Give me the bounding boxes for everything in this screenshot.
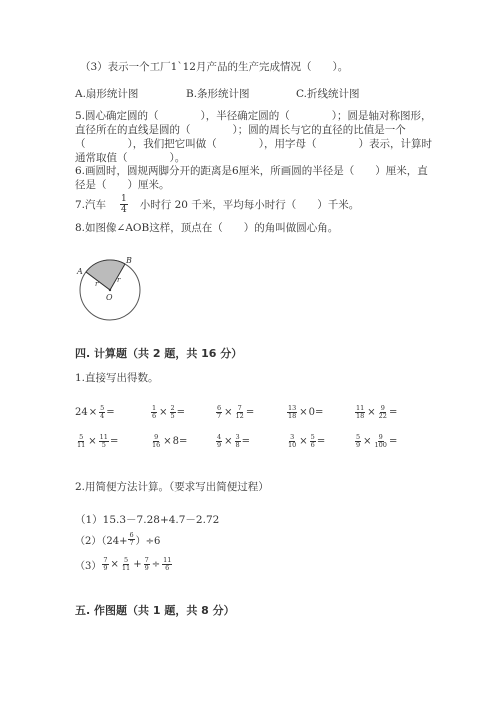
label-r2: r: [117, 276, 121, 284]
option-c: C.折线统计图: [296, 88, 360, 100]
q7-frac-denominator: 4: [121, 205, 127, 215]
calc-7-b: 8: [172, 436, 180, 447]
calc-9-op: ×: [299, 436, 308, 447]
calc-1-b-den: 4: [100, 412, 105, 420]
calc-9-a-num: 3: [290, 433, 295, 441]
calc-3-b-num: 7: [237, 404, 242, 412]
calc-6-a-den: 11: [77, 441, 86, 449]
calc-2-b-num: 2: [170, 404, 175, 412]
simple-calc-3-d-den: 6: [165, 564, 170, 572]
q7-line: [75, 194, 359, 215]
calc-10-eq: =: [388, 436, 398, 447]
q7-frac-numerator: 1: [121, 194, 127, 204]
calc-10-op: ×: [363, 436, 372, 447]
calc-9-a-den: 10: [288, 441, 297, 449]
calc-7-op: ×: [163, 436, 172, 447]
calc-7: [150, 434, 187, 449]
calc-4-eq: =: [315, 407, 324, 418]
calc-2-op: ×: [159, 407, 168, 418]
simple-calc-3-d-num: 11: [163, 556, 172, 564]
simple-calc-3-op3: ÷: [151, 559, 161, 570]
label-a: A: [77, 267, 83, 276]
calc-8-b-den: 8: [235, 441, 240, 449]
simple-calc-3: [75, 557, 173, 572]
calc-9-b-num: 5: [310, 433, 315, 441]
calc-3-b-den: 12: [235, 412, 244, 420]
simple-calc-2-den: 7: [129, 539, 134, 547]
calc-4-a-num: 13: [288, 404, 297, 412]
simple-calc-3-a-num: 7: [103, 556, 108, 564]
calc-10-b-num: 9: [378, 433, 383, 441]
simple-calc-3-prefix: （3）: [75, 561, 102, 572]
calc-4-b: 0: [308, 407, 316, 418]
q4-2-text: 2.用简便方法计算。（要求写出简便过程）: [75, 481, 269, 493]
calc-3-eq: =: [245, 407, 255, 418]
simple-calc-3-op1: ×: [110, 559, 119, 570]
calc-4-op: ×: [299, 407, 308, 418]
simple-calc-3-a-den: 9: [103, 564, 108, 572]
calc-10-a-num: 5: [356, 433, 361, 441]
calc-5-a-num: 11: [356, 404, 365, 412]
calc-4: [286, 405, 323, 420]
calc-2-eq: =: [176, 407, 186, 418]
label-b: B: [126, 256, 132, 265]
section-4-title: 四. 计算题（共 2 题，共 16 分）: [75, 347, 243, 360]
circle-sector-figure: [72, 252, 152, 332]
calc-5-a-den: 18: [356, 412, 365, 420]
calc-7-a-den: 16: [152, 441, 161, 449]
calc-6-b-den: 5: [101, 441, 106, 449]
calc-9-eq: =: [316, 436, 326, 447]
calc-10-b-den: 100: [374, 441, 387, 449]
calc-1: [75, 405, 115, 420]
calc-7-a-num: 9: [154, 433, 159, 441]
q7-fraction: [120, 194, 128, 215]
calc-5-op: ×: [367, 407, 376, 418]
calc-2: [150, 405, 185, 420]
sector-shaded: [86, 260, 125, 290]
calc-5-b-num: 9: [380, 404, 385, 412]
q8-text: 8.如图像∠AOB这样，顶点在（ ）的角叫做圆心角。: [75, 222, 339, 234]
calc-8-eq: =: [241, 436, 251, 447]
calc-7-eq: =: [179, 436, 188, 447]
simple-calc-2-num: 6: [129, 531, 134, 539]
calc-10: [354, 434, 397, 449]
calc-8-a-den: 9: [217, 441, 222, 449]
q4-1-text: 1.直接写出得数。: [75, 372, 159, 384]
simple-calc-2-prefix: （2）（24+: [75, 536, 128, 547]
calc-5: [354, 405, 397, 420]
calc-6-a-num: 5: [79, 433, 84, 441]
q6-line-1: 6.画圆时，圆规两脚分开的距离是6厘米，所画圆的半径是（ ）厘米，直: [75, 165, 428, 177]
option-a: A.扇形统计图: [75, 88, 139, 100]
section-5-title: 五. 作图题（共 1 题，共 8 分）: [75, 604, 235, 617]
calc-1-eq: =: [106, 407, 115, 418]
q7-suffix: 小时行 20 千米，平均每小时行（ ）千米。: [139, 199, 360, 211]
calc-6-eq: =: [109, 436, 119, 447]
calc-1-a: 24: [75, 407, 88, 418]
calc-3: [215, 405, 254, 420]
calc-2-a-den: 6: [152, 412, 157, 420]
simple-calc-3-b-den: 11: [121, 564, 131, 572]
calc-1-b-num: 5: [100, 404, 105, 412]
calc-6-op: ×: [88, 436, 97, 447]
calc-4-a-den: 18: [288, 412, 297, 420]
calc-6: [75, 434, 118, 449]
calc-5-eq: =: [388, 407, 398, 418]
calc-5-b-den: 22: [378, 412, 387, 420]
simple-calc-2: [75, 532, 160, 547]
calc-1-op: ×: [88, 407, 98, 418]
q6-line-2: 径是（ ）厘米。: [75, 179, 170, 191]
simple-calc-3-c-num: 7: [144, 556, 149, 564]
calc-3-a-num: 6: [217, 404, 222, 412]
calc-3-a-den: 7: [217, 412, 222, 420]
simple-calc-2-suffix: ）÷6: [135, 536, 161, 547]
option-b: B.条形统计图: [186, 88, 250, 100]
calc-9: [286, 434, 325, 449]
calc-9-b-den: 6: [310, 441, 315, 449]
simple-calc-3-c-den: 9: [144, 564, 149, 572]
label-r1: r: [95, 280, 99, 288]
question-3-text: （3）表示一个工厂1`12月产品的生产完成情况（ ）。: [80, 61, 349, 73]
calc-2-b-den: 5: [170, 412, 175, 420]
calc-2-a-num: 1: [152, 404, 157, 412]
calc-8-a-num: 4: [217, 433, 222, 441]
label-o: O: [106, 293, 113, 302]
q5-line-1: 5.圆心确定圆的（ ），半径确定圆的（ ）；圆是轴对称图形，: [75, 110, 432, 122]
calc-6-b-num: 11: [99, 433, 108, 441]
q7-prefix: 7.汽车: [75, 199, 107, 211]
calc-8-b-num: 3: [235, 433, 240, 441]
simple-calc-3-b-num: 5: [123, 556, 129, 564]
simple-calc-1: （1）15.3－7.28+4.7－2.72: [75, 514, 220, 526]
calc-8-op: ×: [224, 436, 233, 447]
calc-3-op: ×: [224, 407, 233, 418]
calc-10-a-den: 9: [356, 441, 361, 449]
q5-line-2: 直径所在的直线是圆的（ ）；圆的周长与它的直径的比值是一个: [75, 124, 406, 136]
simple-calc-3-op2: +: [133, 559, 142, 570]
calc-8: [215, 434, 250, 449]
q5-line-3: （ ），我们把它叫做（ ），用字母（ ）表示，计算时: [75, 138, 432, 150]
q5-line-4: 通常取值（ ）。: [75, 152, 186, 164]
